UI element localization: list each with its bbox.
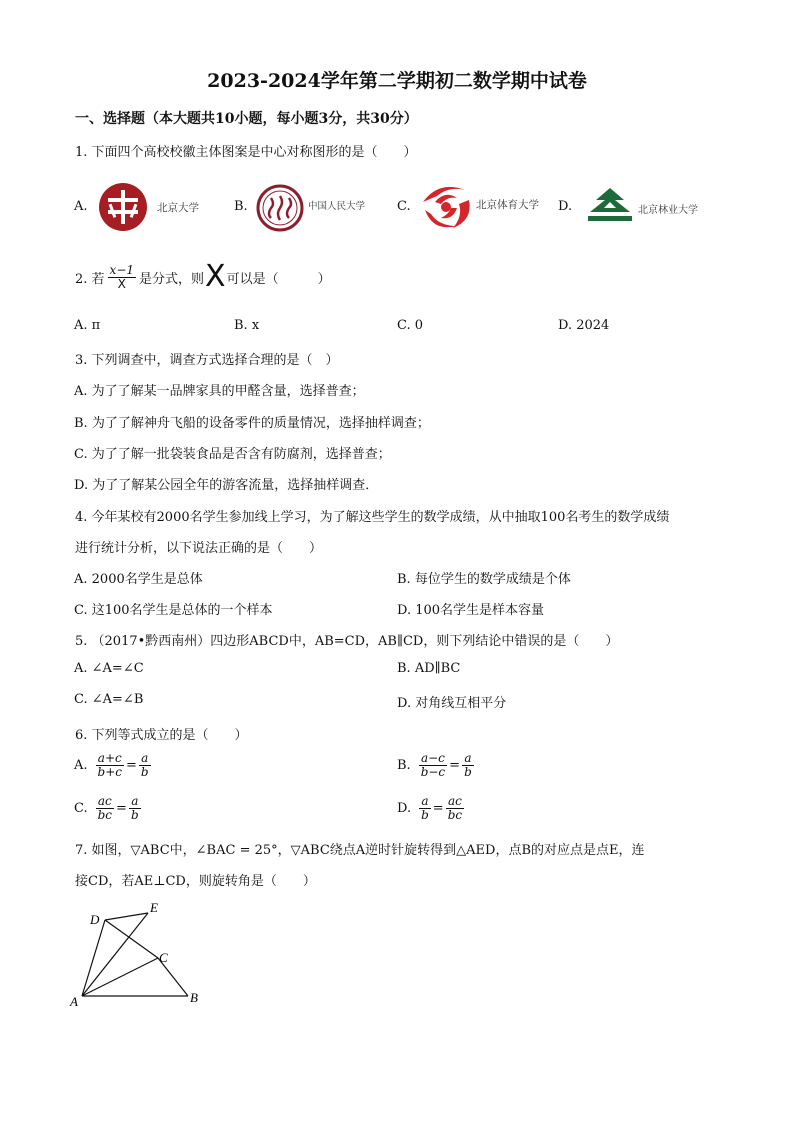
q1-option-a-label: A. [74, 199, 88, 214]
q1-option-b-text: 中国人民大学 [308, 201, 366, 212]
question-7-stem-line2: 接CD，若AE⊥CD，则旋转角是（ ） [75, 874, 316, 889]
q3-option-d: D. 为了了解某公园全年的游客流量，选择抽样调查． [74, 478, 379, 493]
pku-seal-icon [98, 182, 150, 232]
q6-option-d-label: D. [397, 801, 412, 816]
q1-option-c-label: C. [397, 199, 411, 214]
q1-option-b-label: B. [234, 199, 248, 214]
q2-fraction-numerator: x−1 [109, 262, 135, 277]
q6-a-right-num: a [139, 752, 151, 766]
q6-c-left-fraction [96, 795, 114, 822]
q6-option-a-label: A. [74, 758, 88, 773]
q1-option-c-text: 北京体育大学 [476, 199, 539, 211]
segment-de [105, 913, 148, 920]
q6-b-left-den: b−c [420, 765, 446, 779]
q6-d-right-fraction [446, 795, 464, 822]
q6-d-left-num: a [419, 795, 431, 809]
point-label-e: E [150, 900, 158, 915]
geometry-figure [68, 896, 218, 1012]
question-7-stem-line1: 7. 如图，▽ABC中，∠BAC = 25°，▽ABC绕点A逆时针旋转得到△AED，点B的对应点是点E，连 [75, 843, 645, 858]
equals-sign: = [449, 758, 461, 773]
q4-option-b: B. 每位学生的数学成绩是个体 [397, 572, 571, 587]
q5-option-d: D. 对角线互相平分 [397, 696, 507, 711]
equals-sign: = [126, 758, 137, 773]
q2-big-x: X [205, 259, 226, 294]
question-6-stem: 6. 下列等式成立的是（ ） [75, 728, 248, 743]
q6-option-b-label: B. [397, 758, 411, 773]
q6-b-left-fraction [419, 752, 447, 779]
q5-option-a: A. ∠A=∠C [74, 661, 144, 676]
q6-d-right-num: ac [446, 795, 464, 809]
q6-d-right-den: bc [447, 808, 463, 822]
point-label-c: C [159, 950, 168, 965]
q6-d-left-fraction [419, 795, 431, 822]
question-4-stem-line2: 进行统计分析，以下说法正确的是（ ） [75, 541, 323, 556]
question-2-stem [75, 259, 331, 294]
point-label-d: D [90, 912, 100, 927]
q6-b-right-den: b [464, 765, 472, 779]
bjfu-tree-icon [586, 186, 634, 224]
point-label-b: B [190, 990, 198, 1005]
q3-option-c: C. 为了了解一批袋装食品是否含有防腐剂，选择普查； [74, 447, 391, 462]
question-1-stem: 1. 下面四个高校校徽主体图案是中心对称图形的是（ ） [75, 145, 417, 160]
q6-a-right-den: b [140, 765, 149, 779]
q6-option-a [74, 752, 151, 779]
q6-option-b [397, 752, 474, 779]
q2-middle-text: 是分式，则 [139, 271, 205, 287]
q2-option-d: D. 2024 [558, 318, 610, 333]
q2-option-a: A. π [74, 318, 101, 333]
q4-option-c: C. 这100名学生是总体的一个样本 [74, 603, 273, 618]
q6-option-d [397, 795, 464, 822]
question-3-stem: 3. 下列调查中，调查方式选择合理的是（ ） [75, 353, 339, 368]
q6-b-right-fraction [462, 752, 474, 779]
q1-option-d-label: D. [558, 199, 573, 214]
equals-sign: = [432, 801, 444, 816]
question-5-stem: 5. （2017•黔西南州）四边形ABCD中，AB=CD，AB∥CD，则下列结论中错误的是（ ） [75, 634, 619, 649]
segment-ac [82, 958, 158, 996]
q6-option-c-label: C. [74, 801, 88, 816]
q1-option-d-text: 北京林业大学 [638, 205, 698, 216]
q6-c-right-num: a [129, 795, 141, 809]
segment-ad [82, 920, 105, 996]
q5-option-c: C. ∠A=∠B [74, 692, 144, 707]
q6-c-left-num: ac [96, 795, 114, 809]
q6-option-c [74, 795, 141, 822]
point-label-a: A [70, 994, 78, 1009]
q6-a-left-den: b+c [97, 765, 122, 779]
q4-option-a: A. 2000名学生是总体 [74, 572, 203, 587]
q6-a-left-num: a+c [96, 752, 124, 766]
q6-c-right-fraction [129, 795, 141, 822]
q6-d-left-den: b [421, 808, 429, 822]
q5-option-b: B. AD∥BC [397, 661, 461, 676]
question-4-stem-line1: 4. 今年某校有2000名学生参加线上学习，为了解这些学生的数学成绩，从中抽取100名考生的数学成绩 [75, 510, 670, 525]
q6-b-left-num: a−c [419, 752, 447, 766]
q2-fraction-denominator: X [117, 276, 126, 291]
section-heading: 一、选择题（本大题共10小题，每小题3分，共30分） [75, 111, 418, 127]
bsu-swirl-icon [419, 180, 473, 232]
q4-option-d: D. 100名学生是样本容量 [397, 603, 545, 618]
q6-a-right-fraction [139, 752, 151, 779]
q3-option-a: A. 为了了解某一品牌家具的甲醛含量，选择普查； [74, 384, 365, 399]
q2-option-b: B. x [234, 318, 260, 333]
q3-option-b: B. 为了了解神舟飞船的设备零件的质量情况，选择抽样调查； [74, 416, 430, 431]
page-title: 2023-2024学年第二学期初二数学期中试卷 [207, 70, 587, 92]
q6-a-left-fraction [96, 752, 124, 779]
segment-cd [105, 920, 158, 958]
q2-suffix: 可以是（ ） [226, 271, 331, 287]
equals-sign: = [116, 801, 127, 816]
q1-option-a-text: 北京大学 [157, 202, 199, 214]
q2-prefix: 2. 若 [75, 271, 105, 287]
q6-b-right-num: a [462, 752, 474, 766]
q2-fraction [108, 264, 136, 291]
q6-c-left-den: bc [97, 808, 113, 822]
q2-option-c: C. 0 [397, 318, 424, 333]
q6-c-right-den: b [130, 808, 139, 822]
ruc-seal-icon [256, 184, 304, 232]
